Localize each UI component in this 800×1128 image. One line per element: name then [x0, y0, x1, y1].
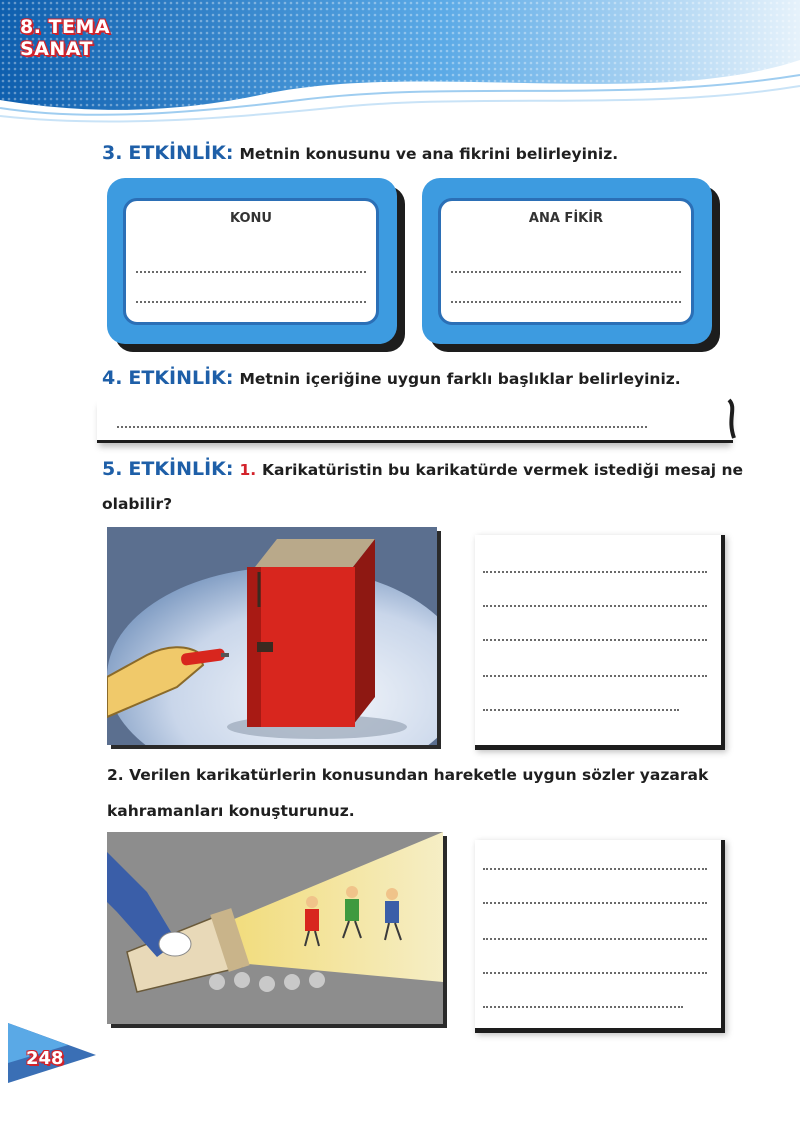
activity5-word: ETKİNLİK:	[128, 458, 234, 480]
answer-line	[483, 675, 707, 677]
answer-line	[136, 271, 366, 273]
answer-line	[451, 301, 681, 303]
answer-line	[483, 972, 707, 974]
bar-curl-decoration	[725, 398, 739, 440]
theme-number: 8. TEMA	[20, 16, 111, 38]
answer-line	[483, 868, 707, 870]
cartoon-book-image	[107, 527, 437, 745]
activity3-number: 3.	[102, 142, 123, 164]
answer-line	[483, 938, 707, 940]
question1-answer-panel[interactable]	[475, 535, 725, 750]
activity3-word: ETKİNLİK:	[128, 142, 234, 164]
cartoon-flashlight-image	[107, 832, 443, 1024]
answer-line	[136, 301, 366, 303]
answer-line	[483, 571, 707, 573]
konu-card	[107, 178, 397, 344]
page-header	[0, 0, 800, 125]
question1-text: Karikatüristin bu karikatürde vermek istediği mesaj ne	[262, 461, 744, 479]
answer-line	[117, 426, 647, 428]
answer-line	[483, 902, 707, 904]
question2-answer-panel[interactable]	[475, 840, 725, 1033]
ana-fikir-card	[422, 178, 712, 344]
answer-line	[483, 709, 679, 711]
ana-fikir-answer-area[interactable]	[438, 198, 694, 325]
activity5-title	[102, 458, 743, 480]
cartoon-book-drawing	[107, 527, 437, 745]
activity3-title	[102, 142, 618, 164]
konu-label: KONU	[230, 211, 272, 226]
answer-line	[483, 1006, 683, 1008]
question2-text-continued: kahramanları konuşturunuz.	[107, 802, 355, 820]
answer-line	[483, 639, 707, 641]
activity4-number: 4.	[102, 367, 123, 389]
page-number: 248	[26, 1048, 64, 1069]
question2-number: 2.	[107, 766, 124, 784]
question2-text: Verilen karikatürlerin konusundan hareketle uygun sözler yazarak	[129, 766, 709, 784]
activity5-number: 5.	[102, 458, 123, 480]
question1-text-continued: olabilir?	[102, 495, 173, 513]
konu-answer-area[interactable]	[123, 198, 379, 325]
activity4-word: ETKİNLİK:	[128, 367, 234, 389]
theme-label	[20, 16, 110, 60]
theme-name: SANAT	[20, 38, 93, 60]
question2-line1	[107, 766, 708, 784]
activity3-instruction: Metnin konusunu ve ana fikrini belirleyiniz.	[239, 145, 619, 163]
ana-fikir-label: ANA FİKİR	[528, 211, 604, 226]
activity4-title	[102, 367, 681, 389]
headline-answer-bar[interactable]	[97, 398, 733, 443]
answer-line	[451, 271, 681, 273]
answer-line	[483, 605, 707, 607]
activity4-instruction: Metnin içeriğine uygun farklı başlıklar belirleyiniz.	[239, 370, 681, 388]
header-wave-decoration	[0, 0, 800, 125]
cartoon-flashlight-drawing	[107, 832, 443, 1024]
question1-number: 1.	[239, 461, 257, 479]
